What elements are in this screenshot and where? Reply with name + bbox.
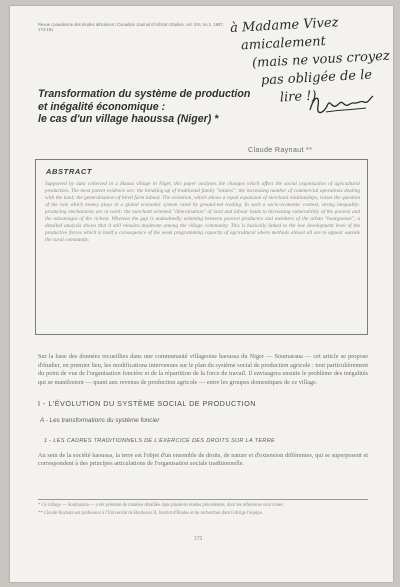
title-line: le cas d'un village haoussa (Niger) * bbox=[38, 113, 219, 125]
footnote: ** Claude Raynaut est professeur à l'Université de Bordeaux II, Institut d'Études et de recherches dont il dirige l'équipe. bbox=[38, 511, 263, 517]
dedication-line: lire !) bbox=[279, 88, 317, 106]
author-name: Claude Raynaut ** bbox=[248, 145, 313, 154]
dedication-line: amicalement bbox=[240, 34, 327, 54]
abstract-heading: ABSTRACT bbox=[46, 167, 93, 176]
dedication-line: pas obligée de le bbox=[260, 67, 373, 89]
document-page bbox=[10, 6, 393, 582]
journal-citation: Revue canadienne des études africaines / Canadian Journal of African Studies, vol. XXI, no 2, 1987, 173-191 bbox=[38, 22, 224, 33]
footnote: * Ce village — Soumarana — a été présenté de manière détaillée dans plusieurs études précédentes, dont les références sont citées. bbox=[38, 503, 284, 508]
title-line: et inégalité économique : bbox=[38, 100, 166, 113]
handwritten-signature bbox=[306, 90, 376, 118]
intro-paragraph: Sur la base des données recueillies dans une communauté villageoise haoussa du Niger — Soumarana — cet article se propose d'étudier, en premier lieu, les modifications intervenues sur le plan du système social de production agricole : tout particulièrement du point de vue de l'organisation foncière et de la répartition de la force de travail. Il envisagera ensuite le problème des inégalités qui se manifestent — quant aux revenus de production agricole — entre les groupes domestiques de ce village. bbox=[38, 353, 368, 386]
subsection-heading: A - Les transformations du système foncier bbox=[40, 417, 160, 424]
dedication-line: à Madame Vivez bbox=[229, 15, 339, 36]
body-paragraph: Au sein de la société haoussa, la terre est l'objet d'un ensemble de droits, de nature et d'extension différentes, qui se superposent et correspondent à des principes articulations de l'organisation sociale traditionnelle. bbox=[38, 452, 368, 468]
dedication-line: (mais ne vous croyez bbox=[251, 48, 391, 71]
page-number: 173 bbox=[194, 536, 203, 542]
abstract-box bbox=[35, 159, 368, 335]
subsubsection-heading: 1 - LES CADRES TRADITIONNELS DE L'EXERCICE DES DROITS SUR LA TERRE bbox=[44, 438, 276, 444]
section-heading: I - L'ÉVOLUTION DU SYSTÈME SOCIAL DE PRODUCTION bbox=[38, 399, 256, 408]
article-title bbox=[38, 88, 278, 126]
footnotes bbox=[38, 499, 368, 529]
title-line: Transformation du système de production bbox=[38, 88, 251, 100]
abstract-text: Supported by data collected in a Hausa village in Niger, this paper analyses the changes which affect the social organisation of agricultural production. The most patent evidence are: the breaking up of traditional family "estates"; the increasing number of commercial operations dealing with the land; the generalisation of hired farm labour. The evolution, which shows a rapid expansion of merchant relationships, raises the question of the role which money plays in a global economic system ruled by ground-net trading. In such a socio-economic context, strong inequality-producing mechanisms are at work: the merchant oriented "liberalisation" of land and labour leads to increasing vulnerability of the poorest and the advantages of the richest. Whereas the gap is undoubtedly widening between poorest producers and members of the urban "bourgeoisie", a detailed analysis shows that it still remains moderate among the village community. This is basically linked to the low development level of the productive forces which is itself a consequence of the weak programming capacity of agricultural where methods almost all are to appear outside the rural community. bbox=[45, 181, 360, 243]
